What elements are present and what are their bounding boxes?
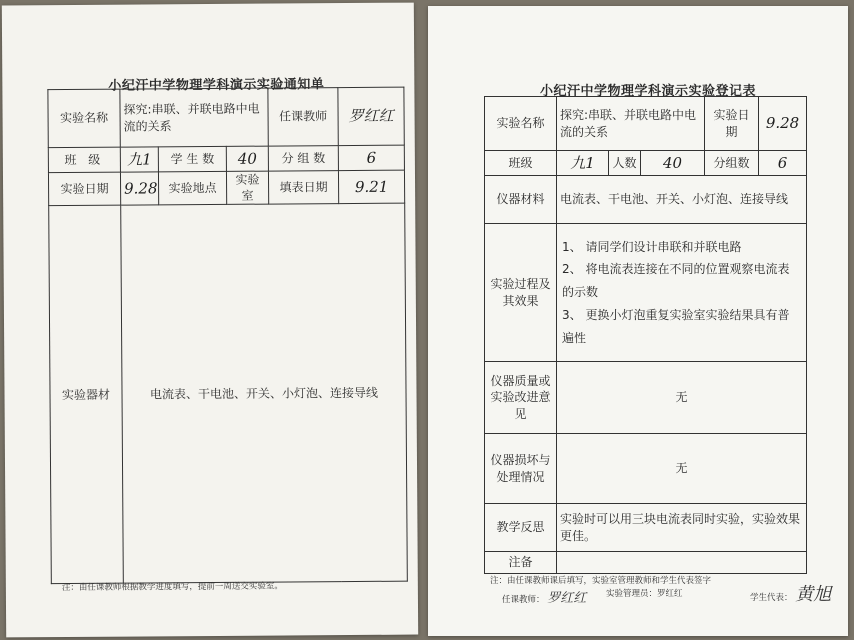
notice-equipment-label: 实验器材 xyxy=(49,205,124,583)
register-process-cell xyxy=(557,224,807,362)
register-damage-value: 无 xyxy=(557,434,807,504)
notice-date-value: 9.28 xyxy=(120,172,158,206)
register-date-value: 9.28 xyxy=(759,97,807,151)
register-reflection-label: 教学反思 xyxy=(485,504,557,552)
register-teacher-sig-label: 任课教师： xyxy=(502,595,545,605)
notice-teacher-label: 任课教师 xyxy=(268,88,338,146)
register-count-label: 人数 xyxy=(609,151,641,176)
register-count-value: 40 xyxy=(641,151,705,176)
notice-teacher-value: 罗红红 xyxy=(338,87,404,145)
register-groups-value: 6 xyxy=(759,151,807,176)
register-admin: 实验管理员：罗红红 xyxy=(606,589,683,599)
notice-name-label: 实验名称 xyxy=(48,89,120,148)
notice-groups-label: 分 组 数 xyxy=(268,146,338,171)
notice-table xyxy=(47,87,407,585)
register-student-rep-value: 黄旭 xyxy=(795,584,832,605)
notice-title: 小纪汗中学物理学科演示实验通知单 xyxy=(108,77,325,94)
register-process-item: 1、 请同学们设计串联和并联电路 xyxy=(562,239,742,254)
register-name-label: 实验名称 xyxy=(485,97,557,151)
register-name-value: 探究:串联、并联电路中电流的关系 xyxy=(557,97,705,151)
notice-students-label: 学 生 数 xyxy=(158,146,226,171)
register-teacher-sig-value: 罗红红 xyxy=(547,591,587,606)
register-teacher-signature xyxy=(502,587,586,606)
notice-fill-date-value: 9.21 xyxy=(338,170,404,204)
notice-place-value: 实验室 xyxy=(226,171,268,205)
register-remarks-label: 注备 xyxy=(485,552,557,574)
register-damage-label: 仪器损坏与处理情况 xyxy=(485,434,557,504)
notice-sheet xyxy=(2,3,418,638)
notice-class-label: 班 级 xyxy=(48,147,120,173)
register-table xyxy=(484,96,807,574)
register-footnote: 注：由任课教师课后填写，实验室管理教师和学生代表签字 xyxy=(490,576,712,586)
notice-date-label: 实验日期 xyxy=(48,172,120,206)
register-groups-label: 分组数 xyxy=(705,151,759,176)
register-sheet xyxy=(428,6,848,636)
register-quality-label: 仪器质量或实验改进意见 xyxy=(485,362,557,434)
register-class-value: 九1 xyxy=(557,151,609,176)
notice-name-value: 探究:串联、并联电路中电流的关系 xyxy=(120,88,268,147)
notice-groups-value: 6 xyxy=(338,145,404,170)
register-class-label: 班级 xyxy=(485,151,557,176)
notice-fill-date-label: 填表日期 xyxy=(268,171,338,205)
register-date-label: 实验日期 xyxy=(705,97,759,151)
register-process-list xyxy=(560,234,803,352)
notice-footnote: 注：由任课教师根据教学进度填写，提前一周送交实验室。 xyxy=(61,581,283,594)
register-process-item: 3、 更换小灯泡重复实验室实验结果具有普遍性 xyxy=(562,307,790,345)
register-process-label: 实验过程及其效果 xyxy=(485,224,557,362)
register-student-rep-label: 学生代表： xyxy=(750,593,793,603)
notice-place-label: 实验地点 xyxy=(158,171,226,205)
notice-equipment-value: 电流表、干电池、开关、小灯泡、连接导线 xyxy=(121,204,408,584)
register-title: 小纪汗中学物理学科演示实验登记表 xyxy=(540,84,757,99)
register-quality-value: 无 xyxy=(557,362,807,434)
notice-class-value: 九1 xyxy=(120,147,158,172)
register-materials-label: 仪器材料 xyxy=(485,176,557,224)
register-student-rep xyxy=(750,580,831,606)
register-reflection-value: 实验时可以用三块电流表同时实验，实验效果更佳。 xyxy=(557,504,807,552)
notice-students-value: 40 xyxy=(226,146,268,171)
register-materials-value: 电流表、干电池、开关、小灯泡、连接导线 xyxy=(557,176,807,224)
register-remarks-value xyxy=(557,552,807,574)
register-process-item: 2、 将电流表连接在不同的位置观察电流表的示数 xyxy=(562,262,790,300)
